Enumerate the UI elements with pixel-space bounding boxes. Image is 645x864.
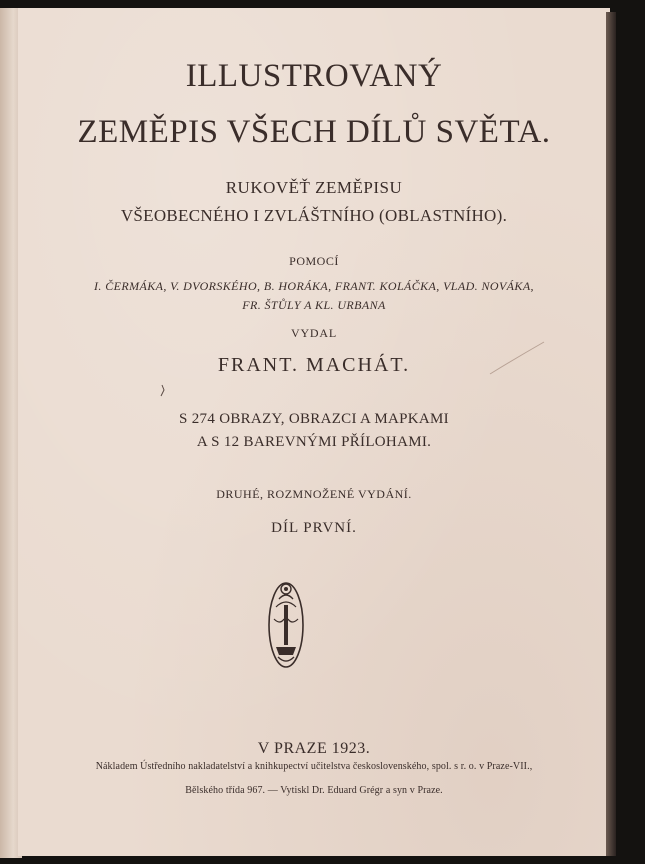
title-page (18, 8, 610, 856)
subtitle-line-1: RUKOVĚŤ ZEMĚPISU (225, 178, 403, 197)
volume-label: DÍL PRVNÍ. (271, 520, 357, 536)
illustrations-line-2: A S 12 BAREVNÝMI PŘÍLOHAMI. (196, 434, 432, 450)
title-line-1: ILLUSTROVANÝ (185, 58, 443, 94)
imprint-line-2: Bělského třída 967. — Vytiskl Dr. Eduard Grégr a syn v Praze. (185, 785, 443, 796)
edition-note: DRUHÉ, ROZMNOŽENÉ VYDÁNÍ. (216, 487, 412, 501)
ink-speck (158, 384, 166, 398)
place-and-year: V PRAZE 1923. (257, 740, 371, 757)
publisher-label: VYDAL (291, 326, 337, 340)
contributors-line-2: FR. ŠTŮLY A KL. URBANA (242, 298, 386, 312)
right-page-edge (606, 12, 616, 856)
printer-mark-icon (266, 579, 306, 669)
contributors-label: POMOCÍ (289, 254, 339, 268)
contributors-line-1: I. ČERMÁKA, V. DVORSKÉHO, B. HORÁKA, FRANT. KOLÁČKA, VLAD. NOVÁKA, (94, 279, 534, 293)
illustrations-line-1: S 274 OBRAZY, OBRAZCI A MAPKAMI (179, 411, 449, 427)
title-line-2: ZEMĚPIS VŠECH DÍLŮ SVĚTA. (77, 114, 551, 150)
subtitle-line-2: VŠEOBECNÉHO I ZVLÁŠTNÍHO (OBLASTNÍHO). (120, 206, 508, 225)
imprint-line-1: Nákladem Ústředního nakladatelství a knihkupectví učitelstva československého, spol. s r. o. v Praze-VII., (95, 761, 533, 772)
publisher-name: FRANT. MACHÁT. (217, 354, 411, 376)
pencil-stroke (488, 338, 548, 378)
